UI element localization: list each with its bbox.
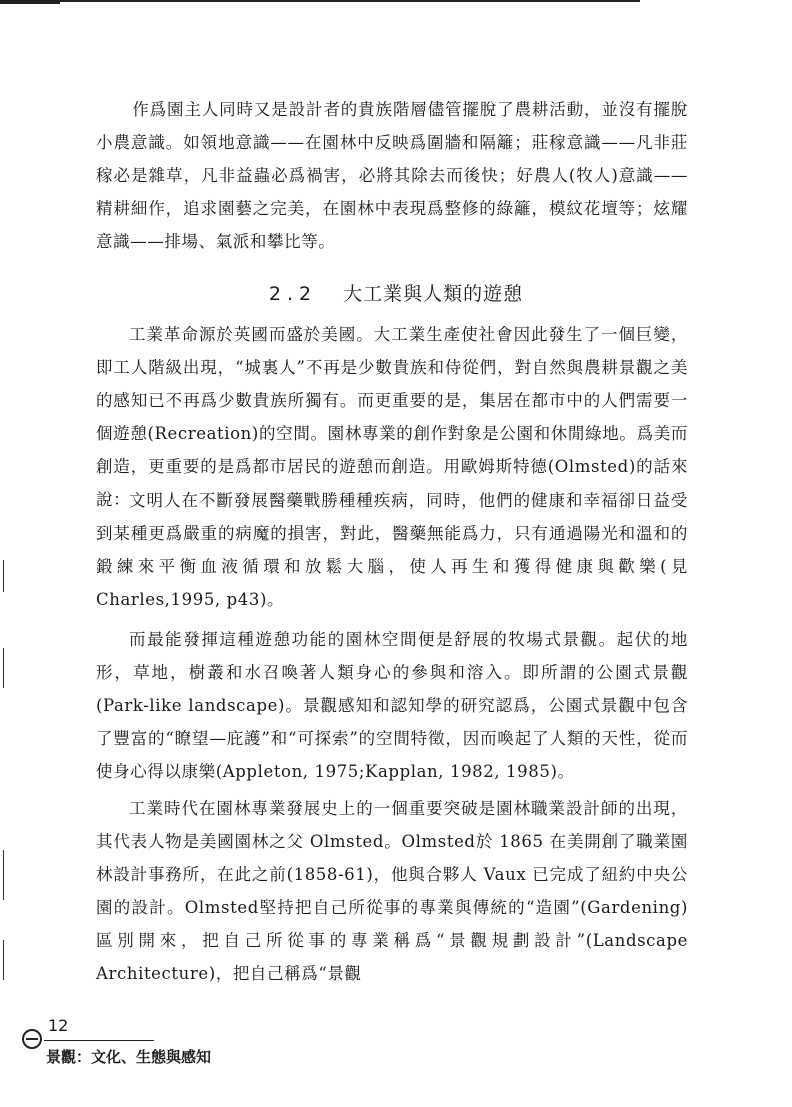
paragraph-2: 工業革命源於英國而盛於美國。大工業生產使社會因此發生了一個巨變，即工人階級出現，“城裏人”不再是少數貴族和侍從們，對自然與農耕景觀之美的感知已不再爲少數貴族所獨有。而更重要的是，集居在都市中的人們需要一個遊憩(Recreation)的空間。園林專業的創作對象是公園和休閒綠地。爲美而創造，更重要的是爲都市居民的遊憩而創造。用歐姆斯特德(Olmsted)的話來說： xyxy=(96,325,688,509)
paragraph-1: 作爲園主人同時又是設計者的貴族階層儘管擺脫了農耕活動，並沒有擺脫小農意識。如領地意識——在園林中反映爲圍牆和隔籬；莊稼意識——凡非莊稼必是雜草，凡非益蟲必爲禍害，必將其除去而後快；好農人(牧人)意識——精耕細作，追求園藝之完美，在園林中表現爲整修的綠籬，模紋花壇等；炫耀意識——排場、氣派和攀比等。 xyxy=(96,100,688,251)
theta-logo-icon xyxy=(22,1029,42,1049)
margin-scan-mark xyxy=(3,940,4,980)
section-number: 2.2 xyxy=(268,283,318,305)
paragraph-4: 工業時代在園林專業發展史上的一個重要突破是園林職業設計師的出現，其代表人物是美國園林之父 Olmsted。Olmsted於 1865 在美開創了職業園林設計事務所，在此之前(1858-61)，他與合夥人 Vaux 已完成了紐約中央公園的設計。Olmsted堅持把自己所從事的專業與傳統的“造園”(Gardening)區別開來，把自己所從事的專業稱爲“景觀規劃設計”(Landscape Architecture)，把自己稱爲“景觀 xyxy=(96,799,688,983)
section-heading xyxy=(0,279,792,306)
book-title: 景觀：文化、生態與感知 xyxy=(46,1048,212,1066)
section-title: 大工業與人類的遊憩 xyxy=(343,283,524,305)
margin-scan-mark xyxy=(3,560,4,592)
paragraph-3: 而最能發揮這種遊憩功能的園林空間便是舒展的牧場式景觀。起伏的地形，草地，樹叢和水召喚著人類身心的參與和溶入。即所謂的公園式景觀(Park-like landscape)。景觀感知和認知學的研究認爲，公園式景觀中包含了豐富的“瞭望—庇護”和“可探索”的空間特徵，因而喚起了人類的天性，從而使身心得以康樂(Appleton, 1975;Kapplan, 1982, 1985)。 xyxy=(96,630,688,781)
footer-rule xyxy=(44,1040,154,1041)
top-border-line xyxy=(0,0,640,2)
page-number: 12 xyxy=(48,1016,69,1035)
margin-scan-mark xyxy=(3,648,4,688)
quote-paragraph: 文明人在不斷發展醫藥戰勝種種疾病，同時，他們的健康和幸福卻日益受到某種更爲嚴重的病魔的損害，對此，醫藥無能爲力，只有通過陽光和溫和的鍛練來平衡血液循環和放鬆大腦，使人再生和獲得健康與歡樂(見 Charles,1995, p43)。 xyxy=(96,491,688,609)
margin-scan-mark xyxy=(3,850,4,900)
